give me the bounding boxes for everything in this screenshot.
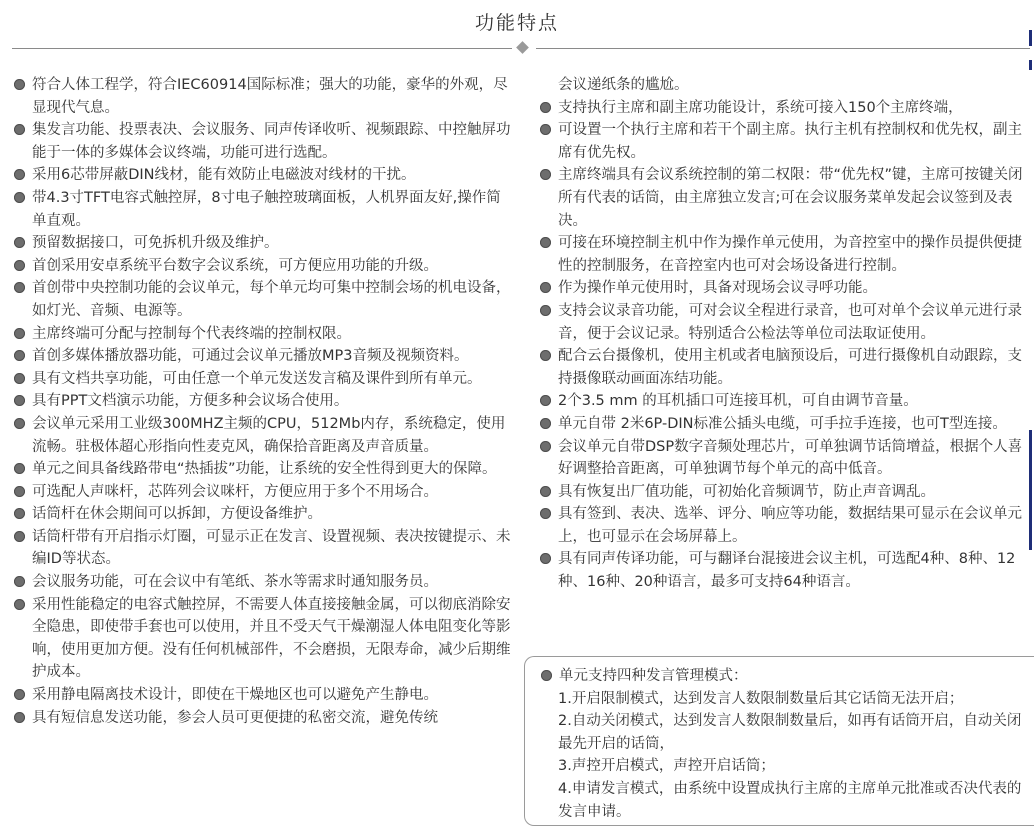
bullet-icon bbox=[540, 305, 551, 316]
bullet-icon bbox=[14, 576, 25, 587]
bullet-icon bbox=[14, 192, 25, 203]
feature-item: 具有同声传译功能，可与翻译台混接进会议主机，可选配4种、8种、12种、16种、20种语言，最多可支持64种语言。 bbox=[540, 548, 1030, 593]
feature-item: 话筒杆在休会期间可以拆卸，方便设备维护。 bbox=[14, 503, 514, 526]
edge-accent-mid bbox=[1029, 60, 1032, 70]
feature-item: 采用性能稳定的电容式触控屏，不需要人体直接接触金属，可以彻底消除安全隐患，即使带手套也可以使用，并且不受天气干燥潮湿人体电阻变化等影响，使用更加方便。没有任何机械部件，不会磨损，无限寿命，减少后期维护成本。 bbox=[14, 594, 514, 684]
feature-item: 支持会议录音功能，可对会议全程进行录音，也可对单个会议单元进行录音，便于会议记录。特别适合公检法等单位司法取证使用。 bbox=[540, 300, 1030, 345]
bullet-icon bbox=[14, 169, 25, 180]
bullet-icon bbox=[540, 169, 551, 180]
feature-item: 配合云台摄像机，使用主机或者电脑预设后，可进行摄像机自动跟踪，支持摄像联动画面冻结功能。 bbox=[540, 345, 1030, 390]
bullet-icon bbox=[540, 237, 551, 248]
feature-item: 具有文档共享功能，可由任意一个单元发送发言稿及课件到所有单元。 bbox=[14, 368, 514, 391]
bullet-icon bbox=[540, 395, 551, 406]
feature-item: 会议单元采用工业级300MHZ主频的CPU，512Mb内存，系统稳定，使用流畅。驻极体超心形指向性麦克风，确保拾音距离及声音质量。 bbox=[14, 413, 514, 458]
feature-item: 主席终端可分配与控制每个代表终端的控制权限。 bbox=[14, 323, 514, 346]
feature-item: 主席终端具有会议系统控制的第二权限：带“优先权”键，主席可按键关闭所有代表的话筒，由主席独立发言;可在会议服务菜单发起会议签到及表决。 bbox=[540, 164, 1030, 232]
bullet-icon bbox=[14, 328, 25, 339]
bullet-icon bbox=[540, 124, 551, 135]
feature-item: 首创带中央控制功能的会议单元，每个单元均可集中控制会场的机电设备，如灯光、音频、电源等。 bbox=[14, 277, 514, 322]
feature-item: 采用6芯带屏蔽DIN线材，能有效防止电磁波对线材的干扰。 bbox=[14, 164, 514, 187]
bullet-icon bbox=[540, 508, 551, 519]
title-divider-left bbox=[12, 48, 512, 49]
feature-item: 会议服务功能，可在会议中有笔纸、茶水等需求时通知服务员。 bbox=[14, 571, 514, 594]
bullet-icon bbox=[540, 486, 551, 497]
bullet-icon bbox=[14, 689, 25, 700]
feature-item: 具有签到、表决、选举、评分、响应等功能，数据结果可显示在会议单元上，也可显示在会场屏幕上。 bbox=[540, 503, 1030, 548]
speech-mode-item: 1.开启限制模式，达到发言人数限制数量后其它话筒无法开启； bbox=[558, 690, 964, 707]
bullet-icon bbox=[540, 102, 551, 113]
feature-item: 集发言功能、投票表决、会议服务、同声传译收听、视频跟踪、中控触屏功能于一体的多媒体会议终端，功能可进行选配。 bbox=[14, 119, 514, 164]
bullet-icon bbox=[14, 395, 25, 406]
bullet-icon bbox=[14, 282, 25, 293]
feature-item: 可接在环境控制主机中作为操作单元使用，为音控室中的操作员提供便捷性的控制服务，在音控室内也可对会场设备进行控制。 bbox=[540, 232, 1030, 277]
edge-accent-top bbox=[1029, 30, 1032, 46]
speech-modes-heading: 单元支持四种发言管理模式： bbox=[541, 665, 1034, 688]
feature-item: 具有恢复出厂值功能，可初始化音频调节，防止声音调乱。 bbox=[540, 481, 1030, 504]
features-list-right bbox=[540, 74, 1030, 594]
bullet-icon bbox=[14, 350, 25, 361]
feature-item: 单元自带 2米6P-DIN标准公插头电缆，可手拉手连接，也可T型连接。 bbox=[540, 413, 1030, 436]
title-divider-right bbox=[536, 48, 1030, 49]
bullet-icon bbox=[14, 486, 25, 497]
feature-item: 可设置一个执行主席和若干个副主席。执行主机有控制权和优先权，副主席有优先权。 bbox=[540, 119, 1030, 164]
bullet-icon bbox=[14, 463, 25, 474]
speech-mode-item: 3.声控开启模式，声控开启话筒； bbox=[558, 758, 775, 775]
feature-item: 符合人体工程学，符合IEC60914国际标准；强大的功能，豪华的外观，尽显现代气息。 bbox=[14, 74, 514, 119]
diamond-ornament-icon bbox=[516, 41, 529, 54]
bullet-icon bbox=[540, 441, 551, 452]
bullet-icon bbox=[540, 282, 551, 293]
continued-text: 会议递纸条的尴尬。 bbox=[558, 77, 689, 93]
bullet-icon bbox=[14, 599, 25, 610]
feature-item: 首创采用安卓系统平台数字会议系统，可方便应用功能的升级。 bbox=[14, 255, 514, 278]
bullet-icon bbox=[541, 670, 552, 681]
bullet-icon bbox=[14, 531, 25, 542]
feature-item: 会议单元自带DSP数字音频处理芯片，可单独调节话筒增益，根据个人喜好调整拾音距离，可单独调节每个单元的高中低音。 bbox=[540, 436, 1030, 481]
speech-mode-item: 4.申请发言模式，由系统中设置成执行主席的主席单元批准或否决代表的发言申请。 bbox=[558, 780, 1022, 820]
speech-modes-box bbox=[524, 656, 1034, 826]
feature-item: 首创多媒体播放器功能，可通过会议单元播放MP3音频及视频资料。 bbox=[14, 345, 514, 368]
bullet-icon bbox=[540, 553, 551, 564]
feature-item: 话筒杆带有开启指示灯圈，可显示正在发言、设置视频、表决按键提示、未编ID等状态。 bbox=[14, 526, 514, 571]
feature-item: 具有短信息发送功能，参会人员可更便捷的私密交流，避免传统 bbox=[14, 707, 514, 730]
bullet-icon bbox=[14, 418, 25, 429]
feature-item: 带4.3寸TFT电容式触控屏，8寸电子触控玻璃面板，人机界面友好,操作简单直观。 bbox=[14, 187, 514, 232]
feature-item: 2个3.5 mm 的耳机插口可连接耳机，可自由调节音量。 bbox=[540, 390, 1030, 413]
feature-item: 预留数据接口，可免拆机升级及维护。 bbox=[14, 232, 514, 255]
bullet-icon bbox=[14, 508, 25, 519]
bullet-icon bbox=[14, 712, 25, 723]
bullet-icon bbox=[540, 350, 551, 361]
feature-item: 作为操作单元使用时，具备对现场会议寻呼功能。 bbox=[540, 277, 1030, 300]
bullet-icon bbox=[14, 79, 25, 90]
bullet-icon bbox=[14, 373, 25, 384]
features-list-left bbox=[14, 74, 514, 729]
bullet-icon bbox=[14, 237, 25, 248]
bullet-icon bbox=[14, 260, 25, 271]
bullet-icon bbox=[540, 418, 551, 429]
feature-item: 可选配人声咪杆，芯阵列会议咪杆，方便应用于多个不用场合。 bbox=[14, 481, 514, 504]
speech-mode-item: 2.自动关闭模式，达到发言人数限制数量后，如再有话筒开启，自动关闭最先开启的话筒， bbox=[558, 713, 1022, 752]
page-title: 功能特点 bbox=[474, 12, 559, 34]
feature-item: 具有PPT文档演示功能，方便多种会议场合使用。 bbox=[14, 390, 514, 413]
feature-item: 单元之间具备线路带电“热插拔”功能，让系统的安全性得到更大的保障。 bbox=[14, 458, 514, 481]
feature-item: 支持执行主席和副主席功能设计，系统可接入150个主席终端， bbox=[540, 97, 1030, 120]
feature-item: 采用静电隔离技术设计，即使在干燥地区也可以避免产生静电。 bbox=[14, 684, 514, 707]
bullet-icon bbox=[14, 124, 25, 135]
